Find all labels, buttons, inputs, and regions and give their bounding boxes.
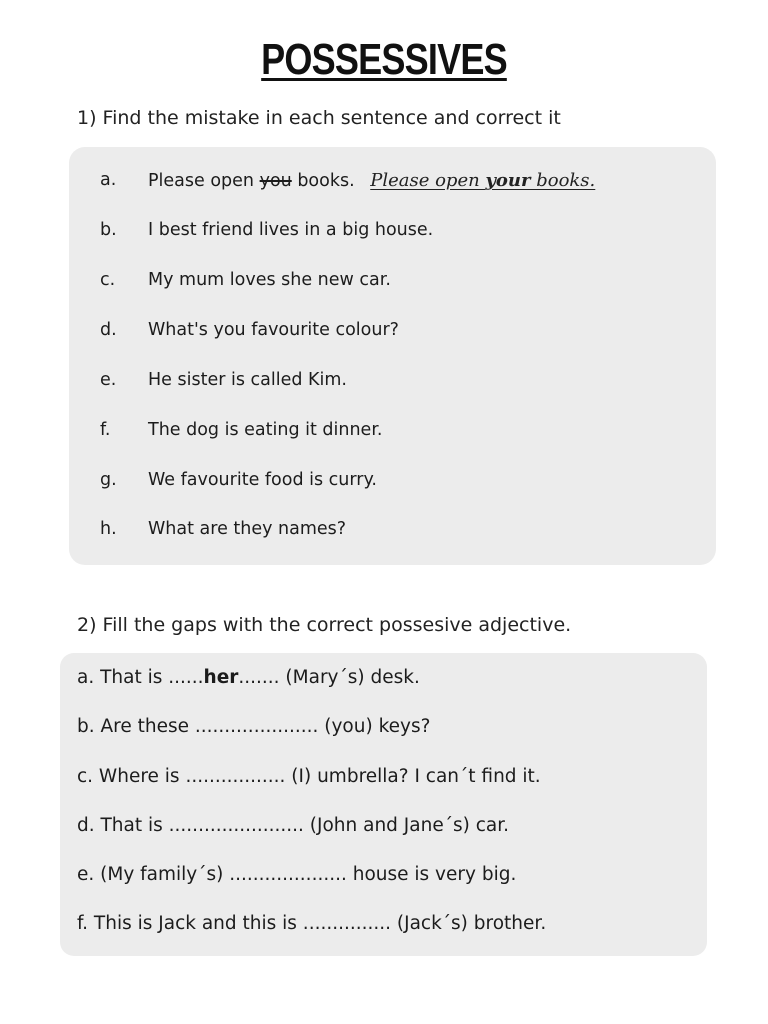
- exercise-2-instruction: 2) Fill the gaps with the correct possesive adjective.: [77, 614, 572, 636]
- sentence-part: Please open: [148, 171, 260, 191]
- exercise-2-item: b. Are these ..................... (you) keys?: [77, 716, 431, 737]
- item-sentence: The dog is eating it dinner.: [148, 420, 383, 440]
- item-sentence: What are they names?: [148, 519, 347, 539]
- answer-part: books.: [530, 170, 596, 191]
- exercise-1-item: [69, 316, 716, 346]
- item-sentence: He sister is called Kim.: [148, 370, 347, 390]
- sentence-part: ....... (Mary´s) desk.: [238, 667, 420, 688]
- exercise-2-item: [77, 667, 420, 688]
- handwritten-answer: [370, 170, 595, 191]
- exercise-1-item: [69, 266, 716, 296]
- item-sentence: My mum loves she new car.: [148, 270, 391, 290]
- struck-mistake-word: you: [259, 171, 292, 191]
- exercise-1-item: [69, 366, 716, 396]
- filled-answer: her: [203, 667, 239, 688]
- answer-correct-word: your: [485, 170, 531, 191]
- item-letter: e.: [100, 370, 117, 390]
- exercise-1-box: [69, 147, 716, 565]
- item-letter: b.: [100, 220, 117, 240]
- item-sentence: We favourite food is curry.: [148, 470, 377, 490]
- exercise-2-item: f. This is Jack and this is ............... (Jack´s) brother.: [77, 913, 547, 934]
- exercise-2-box: [60, 653, 707, 956]
- exercise-2-item: e. (My family´s) .................... house is very big.: [77, 864, 517, 885]
- exercise-1-instruction: 1) Find the mistake in each sentence and correct it: [77, 107, 561, 129]
- item-letter: a.: [100, 170, 117, 190]
- exercise-1-item: [69, 416, 716, 446]
- item-letter: d.: [100, 320, 117, 340]
- exercise-1-item: [69, 216, 716, 246]
- exercise-1-item: [69, 515, 716, 545]
- item-sentence: I best friend lives in a big house.: [148, 220, 434, 240]
- sentence-part: books.: [291, 171, 355, 191]
- item-letter: h.: [100, 519, 117, 539]
- exercise-1-item: [69, 466, 716, 496]
- item-letter: f.: [100, 420, 111, 440]
- page-title: POSSESSIVES: [261, 35, 507, 84]
- answer-part: Please open: [370, 170, 486, 191]
- sentence-part: a. That is ......: [77, 667, 204, 688]
- item-letter: c.: [100, 270, 116, 290]
- exercise-2-item: c. Where is ................. (I) umbrella? I can´t find it.: [77, 766, 541, 787]
- item-letter: g.: [100, 470, 117, 490]
- exercise-2-item: d. That is ....................... (John and Jane´s) car.: [77, 815, 509, 836]
- item-sentence: What's you favourite colour?: [148, 320, 399, 340]
- item-sentence: [148, 170, 595, 191]
- exercise-1-item: [69, 166, 716, 196]
